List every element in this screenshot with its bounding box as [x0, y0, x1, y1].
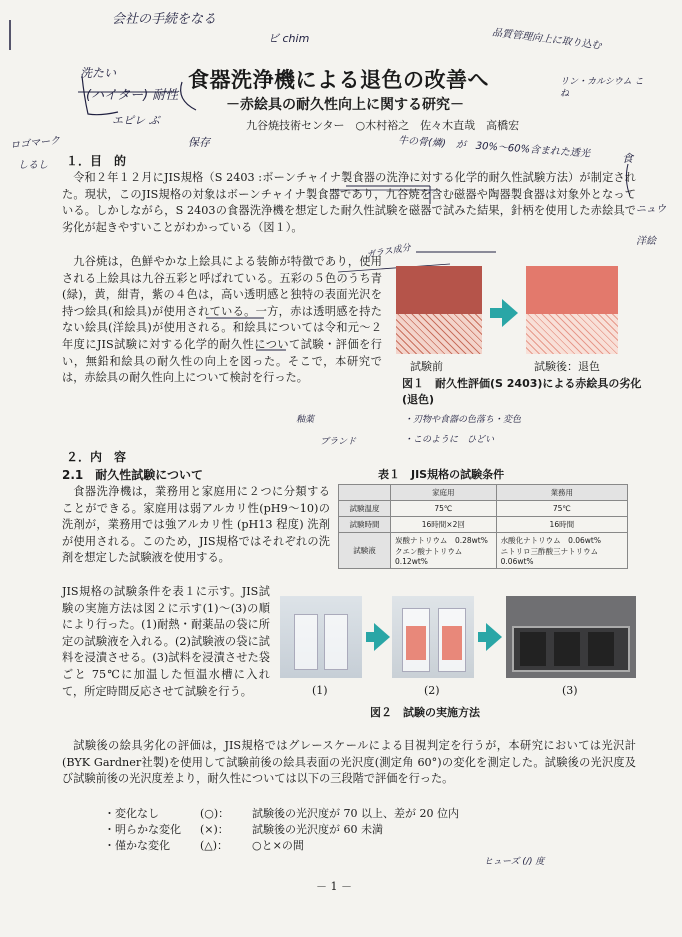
eval-mark: (○)： — [200, 807, 230, 820]
paragraph-text: 令和２年１２月にJIS規格（S 2403 :ボーンチャイナ製食器の洗浄に対する化学的耐久性試験方法）が制定された。現状，このJIS規格の対象はボーンチャイナ製食器であり，九谷焼を含む磁器や陶器製食器は対象外となっている。しかしながら，S 2403の食器洗浄機を想定した耐久性試験を磁器で試みた結果，針柄を使用した赤絵具で劣化が起きやすいことがわかっている（図１）。 — [62, 171, 636, 234]
list-item — [104, 838, 459, 854]
liquid-name: ニトリロ三酢酸三ナトリウム — [500, 547, 599, 556]
section-paragraph — [62, 738, 636, 788]
jis-conditions-table — [338, 484, 628, 569]
table-cell: 16時間 — [496, 517, 627, 533]
table-row-label: 試験時間 — [339, 517, 391, 533]
handwritten-note: ロゴマーク — [9, 135, 61, 152]
list-item — [104, 822, 459, 838]
handwritten-note: ヒューズ (/) 度 — [484, 857, 545, 867]
table-row-label: 試験温度 — [339, 501, 391, 517]
handwritten-note: 洋絵 — [636, 236, 656, 247]
figure-caption: 図１ 耐久性評価(S 2403)による赤絵具の劣化(退色) — [402, 377, 642, 406]
handwritten-note: リン・カルシウム こね — [560, 77, 644, 99]
evaluation-list — [104, 806, 459, 854]
handwritten-note: ビ chim — [268, 32, 310, 45]
paragraph-text: 試験後の絵具劣化の評価は，JIS規格ではグレースケールによる目視判定を行うが，本研究においては光沢計(BYK Gardner社製)を使用して試験前後の絵具表面の光沢度(測定角 60°)の変化を測定した。試験後の光沢度及び試験前後の光沢度差より，耐久性については以下の三段階で評価を行った。 — [62, 739, 636, 786]
arrow-icon — [502, 299, 518, 327]
section-paragraph — [62, 584, 270, 700]
page-number: － 1 － — [316, 880, 352, 893]
step-label: (2) — [424, 684, 440, 697]
eval-desc: 試験後の光沢度が 70 以上、差が 20 位内 — [252, 807, 459, 820]
handwritten-note: ニュウ — [636, 204, 666, 215]
authors: 九谷焼技術センター ○木村裕之 佐々木直哉 高橋宏 — [246, 119, 520, 132]
handwritten-note: (ハイター) 耐性 — [86, 88, 179, 103]
figure-caption: 図２ 試験の実施方法 — [370, 706, 480, 719]
table-caption: 表１ JIS規格の試験条件 — [378, 468, 505, 481]
step3-photo — [506, 596, 636, 678]
handwritten-note: ガラス成分 — [365, 243, 412, 261]
eval-mark: (×)： — [200, 823, 229, 836]
step2-photo — [392, 596, 474, 678]
step-label: (3) — [562, 684, 578, 697]
handwritten-note: ・刃物や食器の色落ち・変色 — [404, 415, 522, 425]
handwritten-note: 保存 — [188, 136, 210, 149]
handwritten-note: 釉薬 — [296, 415, 315, 425]
paragraph-text: 九谷焼は，色鮮やかな上絵具による装飾が特徴であり，使用される上絵具は九谷五彩と呼ばれている。五彩の５色のうち青(緑)，黄，紺青，紫の４色は，高い透明感と独特の表面光沢を持つ絵具(和絵具)が使用されている。一方，赤は透明感を持たない絵具(洋絵具)が使用される。和絵具については令和元～２年度にJIS試験に対する化学的耐久性について試験・評価を行い，無鉛和絵具の耐久性の向上を図った。そこで，本研究では，赤絵具の耐久性向上について検討を行った。 — [62, 255, 382, 385]
handwritten-note: ブランド — [320, 437, 357, 447]
arrow-icon — [486, 623, 502, 651]
section-paragraph — [62, 170, 636, 236]
paragraph-text: 食器洗浄機は，業務用と家庭用に２つに分類することができる。家庭用は弱アルカリ性(pH9～10)の洗剤が，業務用では強アルカリ性 (pH13 程度) 洗剤が使用される。このため，JIS規格ではそれぞれの洗剤を想定した試験液を使用する。 — [62, 485, 330, 565]
step1-photo — [280, 596, 362, 678]
handwritten-note: 品質管理向上に取り込む — [491, 27, 603, 52]
handwritten-note: 食 — [622, 152, 633, 165]
section-paragraph — [62, 254, 382, 387]
liquid-name: 水酸化ナトリウム — [500, 536, 561, 545]
eval-mark: (△)： — [200, 839, 229, 852]
table-cell — [391, 533, 497, 569]
handwritten-note: 牛の骨(燐) が 30%～60%含まれた透光 — [397, 135, 591, 160]
handwritten-note: エピレ ぶ — [112, 114, 160, 127]
sample-before-photo — [396, 266, 482, 354]
section-heading: １．目 的 — [66, 154, 127, 168]
eval-label: ・僅かな変化 — [104, 839, 170, 852]
handwritten-note: ・このように ひどい — [404, 435, 495, 445]
step-label: (1) — [312, 684, 328, 697]
arrow-icon — [374, 623, 390, 651]
sample-after-photo — [526, 266, 618, 354]
eval-desc: ○と×の間 — [252, 839, 304, 852]
handwritten-note: 会社の手続をなる — [112, 12, 217, 27]
table-cell: 75℃ — [496, 501, 627, 517]
table-cell: 75℃ — [391, 501, 497, 517]
page-title: 食器洗浄機による退色の改善へ — [188, 68, 489, 92]
subsection-heading: 2.1 耐久性試験について — [62, 468, 204, 482]
figure-1 — [396, 266, 644, 416]
table-row-label: 試験液 — [339, 533, 391, 569]
liquid-value: 0.28wt% — [454, 536, 488, 545]
section-heading: ２．内 容 — [66, 450, 127, 464]
liquid-name: 炭酸ナトリウム — [395, 536, 448, 545]
after-label: 試験後：退色 — [534, 360, 600, 373]
handwritten-note: しるし — [18, 160, 48, 171]
table-cell — [496, 533, 627, 569]
liquid-name: クエン酸ナトリウム — [395, 547, 463, 556]
before-label: 試験前 — [410, 360, 443, 373]
section-paragraph — [62, 484, 330, 567]
list-item — [104, 806, 459, 822]
page-subtitle: －赤絵具の耐久性向上に関する研究－ — [226, 97, 464, 113]
eval-desc: 試験後の光沢度が 60 未満 — [252, 823, 383, 836]
table-cell: 16時間×2回 — [391, 517, 497, 533]
liquid-value: 0.06wt% — [500, 557, 534, 566]
table-header: 業務用 — [496, 485, 627, 501]
table-header: 家庭用 — [391, 485, 497, 501]
eval-label: ・変化なし — [104, 807, 159, 820]
handwritten-note: 洗たい — [80, 66, 117, 80]
liquid-value: 0.06wt% — [568, 536, 601, 545]
liquid-value: 0.12wt% — [395, 557, 428, 566]
paragraph-text: JIS規格の試験条件を表１に示す。JIS試験の実施方法は図２に示す(1)～(3)の順により行った。(1)耐熱・耐薬品の袋に所定の試験液を入れる。(2)試験液の袋に試料を浸漬させる。(3)試料を浸漬させた袋ごと 75℃に加温した恒温水槽に入れて，所定時間反応させて試験を行う。 — [62, 585, 270, 698]
figure-2 — [280, 596, 636, 722]
eval-label: ・明らかな変化 — [104, 823, 181, 836]
